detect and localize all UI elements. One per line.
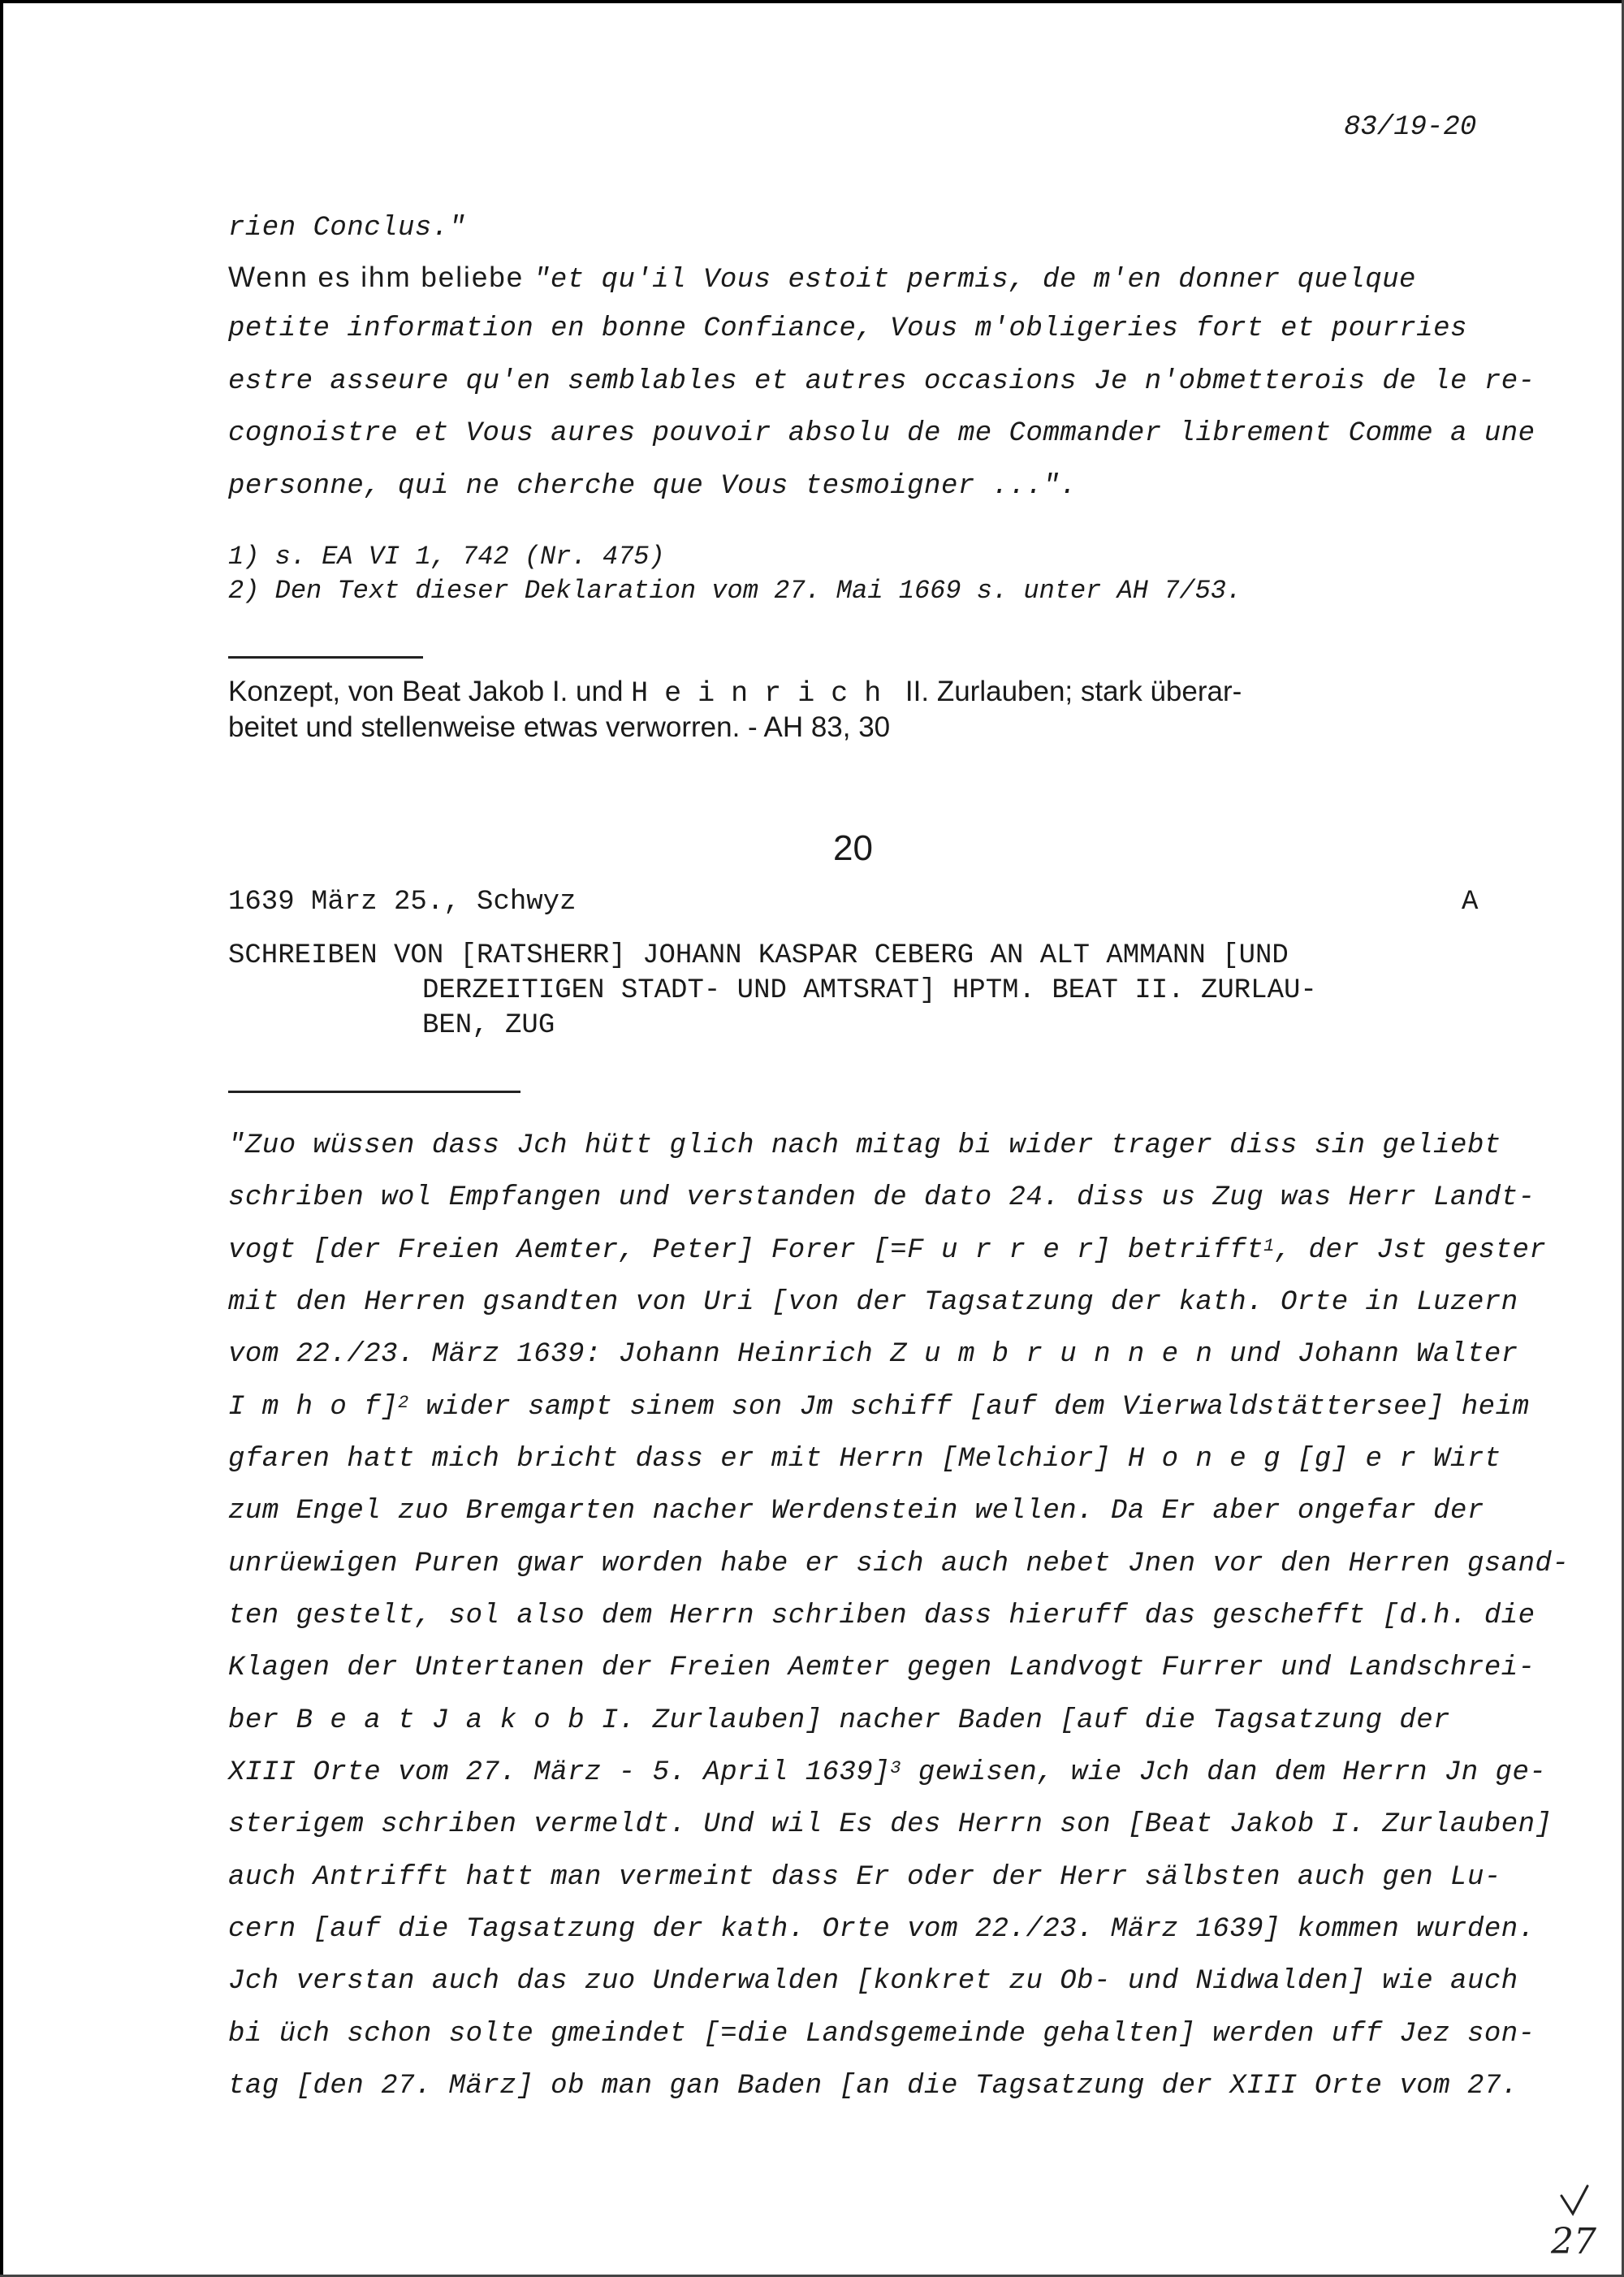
letter-line-17: Jch verstan auch das zuo Underwalden [konkret zu Ob- und Nidwalden] wie auch — [228, 1966, 1518, 1997]
letter-line-7: gfaren hatt mich bricht dass er mit Herrn [Melchior] H o n e g [g] e r Wirt — [228, 1444, 1501, 1475]
letter-line-3-a: vogt [der Freien Aemter, Peter] Forer [=F u r r e r] betrifft — [228, 1235, 1264, 1266]
letter-line-11: Klagen der Untertanen der Freien Aemter gegen Landvogt Furrer und Landschrei- — [228, 1653, 1535, 1683]
source-note-part-c: II. Zurlauben; stark überar- — [897, 676, 1242, 707]
top-line-2 — [228, 261, 1416, 296]
letter-line-8: zum Engel zuo Bremgarten nacher Werdenstein wellen. Da Er aber ongefar der — [228, 1496, 1484, 1527]
letter-line-16: cern [auf die Tagsatzung der kath. Orte vom 22./23. März 1639] kommen wurden. — [228, 1914, 1535, 1945]
title-line-2: DERZEITIGEN STADT- UND AMTSRAT] HPTM. BEAT II. ZURLAU- — [422, 975, 1317, 1006]
footnote-ref-3: 3 — [890, 1758, 901, 1778]
document-number: 20 — [833, 828, 873, 868]
letter-line-4: mit den Herren gsandten von Uri [von der Tagsatzung der kath. Orte in Luzern — [228, 1287, 1518, 1318]
document-date-place: 1639 März 25., Schwyz — [228, 887, 577, 918]
top-line-2-plain: Wenn es ihm beliebe — [228, 261, 533, 293]
scan-border-top — [0, 0, 1624, 3]
letter-line-10: ten gestelt, sol also dem Herrn schriben dass hieruff das geschefft [d.h. die — [228, 1601, 1535, 1631]
letter-line-14: sterigem schriben vermeldt. Und wil Es des Herrn son [Beat Jakob I. Zurlauben] — [228, 1809, 1553, 1840]
letter-line-6-a: I m h o f] — [228, 1392, 399, 1423]
letter-line-5: vom 22./23. März 1639: Johann Heinrich Z u m b r u n n e n und Johann Walter — [228, 1339, 1518, 1370]
title-line-3: BEN, ZUG — [422, 1010, 555, 1041]
top-line-6: personne, qui ne cherche que Vous tesmoigner ...". — [228, 471, 1078, 502]
letter-line-6-b: wider sampt sinem son Jm schiff [auf dem Vierwaldstättersee] heim — [408, 1392, 1530, 1423]
top-line-1: rien Conclus." — [228, 213, 466, 244]
letter-line-13 — [228, 1757, 1546, 1788]
handwritten-page-number: 27 — [1551, 2221, 1596, 2262]
handwritten-check-mark — [1555, 2184, 1596, 2221]
footnote-ref-2: 2 — [398, 1393, 409, 1413]
letter-line-13-b: gewisen, wie Jch dan dem Herrn Jn ge- — [901, 1757, 1547, 1788]
letter-line-12: ber B e a t J a k o b I. Zurlauben] nacher Baden [auf die Tagsatzung der — [228, 1705, 1451, 1736]
separator-rule-1 — [228, 656, 423, 659]
letter-line-2: schriben wol Empfangen und verstanden de dato 24. diss us Zug was Herr Landt- — [228, 1182, 1535, 1213]
footnote-ref-1: 1 — [1263, 1236, 1275, 1256]
separator-rule-2 — [228, 1091, 520, 1093]
source-note-line-1 — [228, 676, 1242, 710]
top-line-5: cognoistre et Vous aures pouvoir absolu de me Commander librement Comme a une — [228, 418, 1535, 449]
footnote-1: 1) s. EA VI 1, 742 (Nr. 475) — [228, 542, 665, 572]
top-line-2-italic: "et qu'il Vous estoit permis, de m'en donner quelque — [533, 265, 1416, 296]
letter-line-1: "Zuo wüssen dass Jch hütt glich nach mitag bi wider trager diss sin geliebt — [228, 1130, 1501, 1161]
footnote-2: 2) Den Text dieser Deklaration vom 27. Mai 1669 s. unter AH 7/53. — [228, 576, 1242, 606]
document-type-letter: A — [1462, 887, 1479, 918]
source-note-line-2: beitet und stellenweise etwas verworren. - AH 83, 30 — [228, 711, 891, 743]
letter-line-15: auch Antrifft hatt man vermeint dass Er oder der Herr sälbsten auch gen Lu- — [228, 1862, 1501, 1893]
letter-line-19: tag [den 27. März] ob man gan Baden [an die Tagsatzung der XIII Orte vom 27. — [228, 2071, 1518, 2102]
top-line-4: estre asseure qu'en semblables et autres occasions Je n'obmetterois de le re- — [228, 366, 1535, 397]
letter-line-3-b: , der Jst gester — [1274, 1235, 1547, 1266]
letter-line-13-a: XIII Orte vom 27. März - 5. April 1639] — [228, 1757, 891, 1788]
letter-line-9: unrüewigen Puren gwar worden habe er sich auch nebet Jnen vor den Herren gsand- — [228, 1549, 1570, 1579]
page-reference: 83/19-20 — [1344, 112, 1477, 143]
letter-line-3 — [228, 1235, 1546, 1266]
title-line-1: SCHREIBEN VON [RATSHERR] JOHANN KASPAR CEBERG AN ALT AMMANN [UND — [228, 940, 1289, 971]
source-note-name-spaced: Heinrich — [631, 677, 898, 710]
top-line-3: petite information en bonne Confiance, Vous m'obligeries fort et pourries — [228, 313, 1467, 344]
letter-line-6 — [228, 1392, 1529, 1423]
letter-line-18: bi üch schon solte gmeindet [=die Landsgemeinde gehalten] werden uff Jez son- — [228, 2019, 1535, 2050]
source-note-part-a: Konzept, von Beat Jakob I. und — [228, 676, 632, 707]
scan-border-left — [0, 0, 3, 2277]
